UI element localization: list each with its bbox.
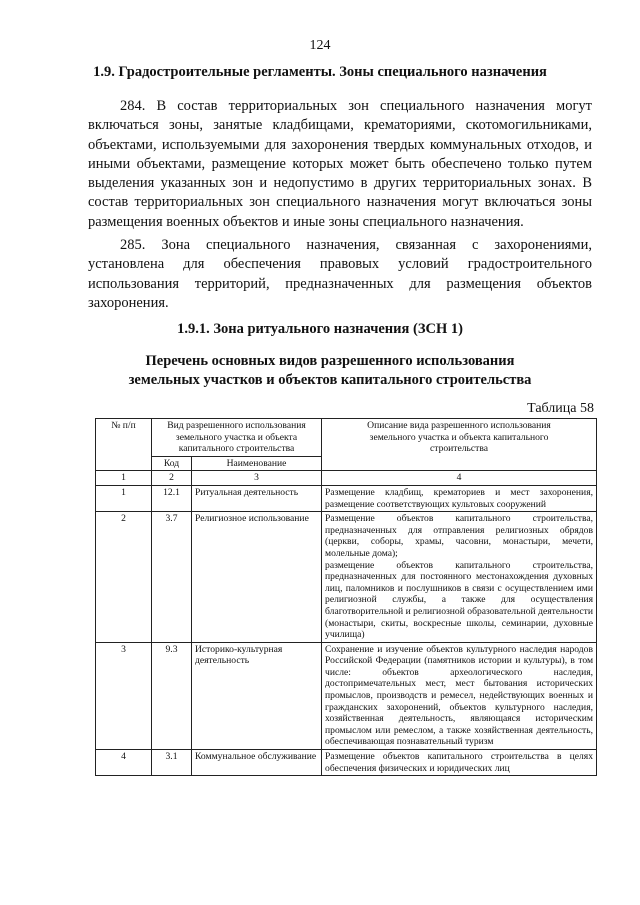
page-number: 124 [309,38,331,53]
column-number-row [96,471,597,486]
header-num: № п/п [96,419,152,471]
column-number: 4 [322,471,597,486]
table-row [96,750,597,776]
row-code: 12.1 [152,485,192,511]
row-name: Ритуальная деятельность [192,485,322,511]
section-title: 1.9. Градостроительные регламенты. Зоны специального назначения [93,64,547,80]
table-row [96,642,597,749]
row-num: 2 [96,512,152,643]
table-caption: Таблица 58 [527,401,594,416]
table-header-row [96,419,597,457]
row-description-part: размещение объектов капитального строительства, предназначенных для постоянного местонахождения духовных лиц, паломников и послушников в связи с осуществлением ими религиозной службы, а также для осуществления благотворительной и религиозной образовательной деятельности (монастыри, скиты, воскресные школы, семинарии, духовные училища) [325,559,594,641]
row-code: 3.1 [152,750,192,776]
paragraph-285: 285. Зона специального назначения, связанная с захоронениями, установлена для обеспечения правовых условий градостроительного использования территорий, предназначенных для размещения объектов захоронения. [88,237,592,311]
column-number: 1 [96,471,152,486]
row-num: 1 [96,485,152,511]
paragraph-284: 284. В состав территориальных зон специального назначения могут включаться зоны, занятые кладбищами, крематориями, скотомогильниками, объектами, используемыми для захоронения твердых коммунальных отходов, и иными объектами, размещение которых может быть обеспечено только путем выделения указанных зон и недопустимо в других территориальных зонах. В состав территориальных зон специального назначения могут включаться зоны размещения военных объектов и иные зоны специального назначения. [88,98,592,230]
row-code: 9.3 [152,642,192,749]
row-description-part: Размещение объектов капитального строительства, предназначенных для отправления религиозных обрядов (церкви, соборы, храмы, часовни, монастыри, мечети, молельные дома); [325,513,594,559]
row-description: Сохранение и изучение объектов культурного наследия народов Российской Федерации (памятников истории и культуры), в том числе: объектов археологического наследия, достопримечательных мест, мест бытования исторических промыслов, производств и ремесел, недействующих военных и гражданских захоронений, объектов культурного наследия, хозяйственная деятельность, являющаяся историческим промыслом или ремеслом, а также хозяйственная деятельность, обеспечивающая познавательный туризм [322,642,597,749]
list-title: Перечень основных видов разрешенного использования земельных участков и объектов капитального строительства [128,353,532,388]
regulations-table [95,418,597,776]
row-code: 3.7 [152,512,192,643]
column-number: 3 [192,471,322,486]
row-description: Размещение объектов капитального строительства в целях обеспечения физических и юридических лиц [322,750,597,776]
row-num: 4 [96,750,152,776]
row-description [322,512,597,643]
header-kind: Вид разрешенного использования земельного участка и объекта капитального строительства [152,419,322,457]
row-num: 3 [96,642,152,749]
header-code: Код [152,456,192,471]
row-name: Религиозное использование [192,512,322,643]
header-name: Наименование [192,456,322,471]
row-name: Историко-культурная деятельность [192,642,322,749]
table-row [96,485,597,511]
row-description: Размещение кладбищ, крематориев и мест захоронения, размещение соответствующих культовых сооружений [322,485,597,511]
header-description: Описание вида разрешенного использования земельного участка и объекта капитального строительства [322,419,597,471]
subsection-title: 1.9.1. Зона ритуального назначения (ЗСН 1) [177,321,463,337]
column-number: 2 [152,471,192,486]
table-row [96,512,597,643]
row-name: Коммунальное обслуживание [192,750,322,776]
